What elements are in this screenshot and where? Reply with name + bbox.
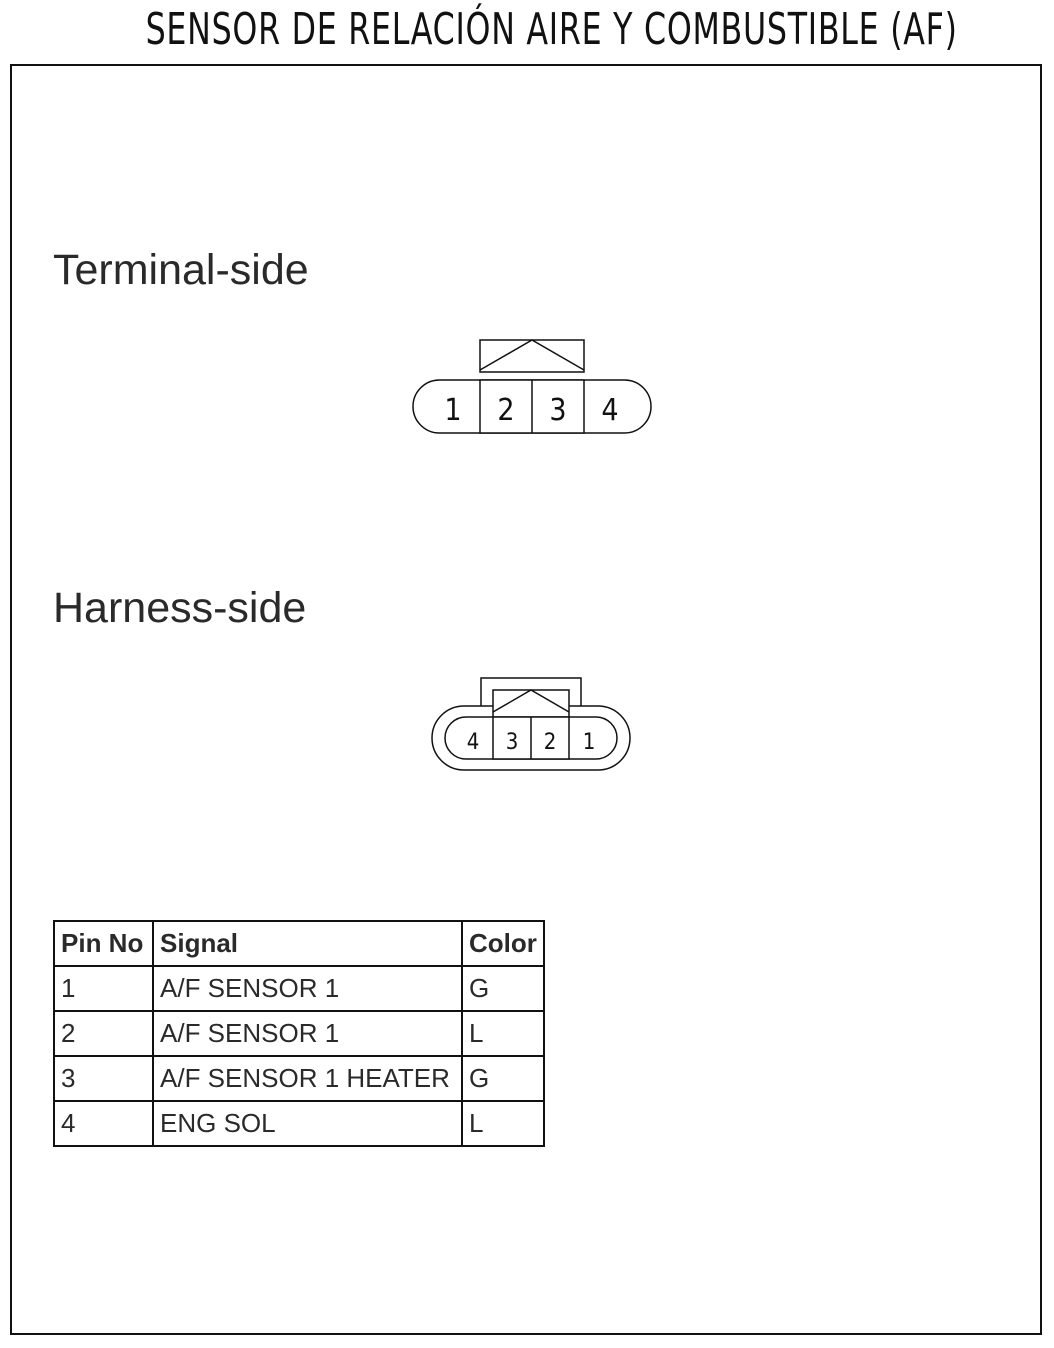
harness-side-label: Harness-side — [53, 584, 307, 632]
table-header-row — [54, 921, 544, 966]
harness-pin-4: 4 — [466, 730, 480, 755]
terminal-lock-tab — [480, 340, 584, 372]
cell-pin: 2 — [54, 1011, 153, 1056]
cell-signal: A/F SENSOR 1 — [153, 1011, 462, 1056]
cell-signal: ENG SOL — [153, 1101, 462, 1146]
harness-side-connector — [428, 674, 634, 774]
harness-pin-3: 3 — [505, 730, 519, 755]
table-row — [54, 1011, 544, 1056]
table-row — [54, 966, 544, 1011]
cell-color: G — [462, 1056, 544, 1101]
header-signal: Signal — [153, 921, 462, 966]
page-title: SENSOR DE RELACIÓN AIRE Y COMBUSTIBLE (AF) — [145, 4, 958, 55]
pin-table — [53, 920, 545, 1147]
terminal-side-connector — [410, 336, 655, 438]
cell-color: G — [462, 966, 544, 1011]
header-color: Color — [462, 921, 544, 966]
terminal-pin-2: 2 — [497, 393, 515, 428]
harness-lock-tab — [493, 690, 569, 717]
terminal-side-label: Terminal-side — [53, 246, 309, 294]
harness-pin-1: 1 — [582, 730, 596, 755]
cell-pin: 1 — [54, 966, 153, 1011]
terminal-pin-3: 3 — [549, 393, 567, 428]
cell-signal: A/F SENSOR 1 HEATER — [153, 1056, 462, 1101]
cell-color: L — [462, 1101, 544, 1146]
table-row — [54, 1101, 544, 1146]
terminal-lock-tab-chevron — [480, 340, 584, 370]
cell-pin: 4 — [54, 1101, 153, 1146]
cell-color: L — [462, 1011, 544, 1056]
harness-pin-2: 2 — [543, 730, 557, 755]
cell-signal: A/F SENSOR 1 — [153, 966, 462, 1011]
terminal-pin-4: 4 — [601, 393, 619, 428]
cell-pin: 3 — [54, 1056, 153, 1101]
header-pin-no: Pin No — [54, 921, 153, 966]
table-row — [54, 1056, 544, 1101]
terminal-pin-1: 1 — [444, 393, 462, 428]
